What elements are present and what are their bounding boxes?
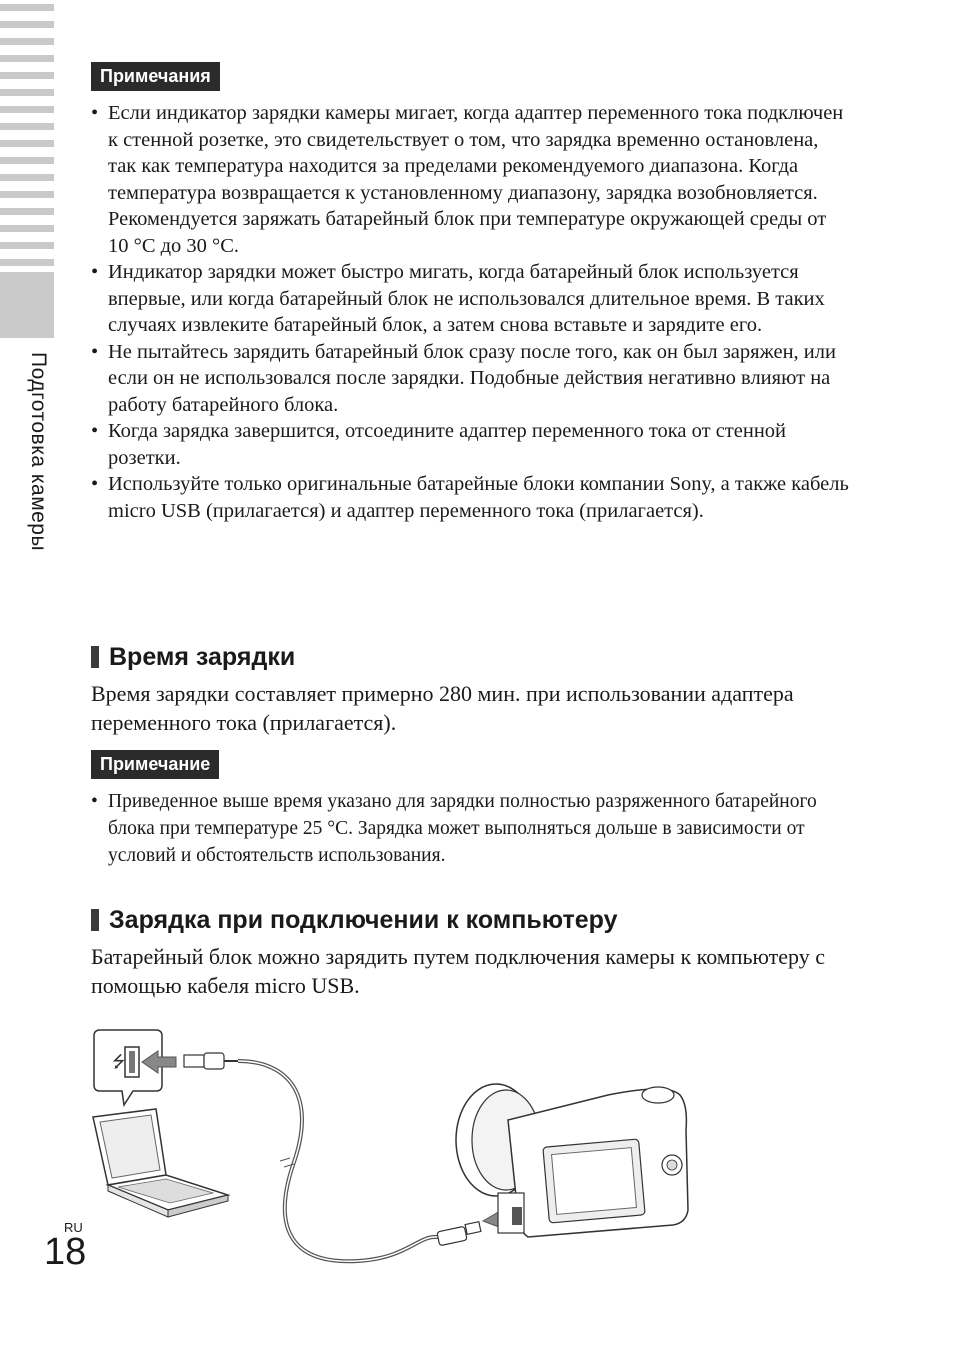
page-language: RU [64, 1220, 83, 1235]
tab-stripe [0, 38, 54, 45]
heading-marker [91, 909, 99, 931]
usb-symbol-icon: ⭍ [112, 1052, 126, 1071]
charge-time-heading [91, 642, 295, 672]
heading-text: Зарядка при подключении к компьютеру [109, 906, 618, 934]
tab-stripe [0, 21, 54, 28]
camera-icon [456, 1084, 688, 1237]
usb-plug-icon [184, 1053, 238, 1069]
tab-stripe [0, 55, 54, 62]
tab-stripe [0, 242, 54, 249]
usb-connection-illustration [88, 1025, 708, 1275]
tab-stripe [0, 123, 54, 130]
computer-charge-body: Батарейный блок можно зарядить путем подключения камеры к компьютеру с помощью кабеля micro USB. [91, 944, 826, 998]
tab-stripe [0, 140, 54, 147]
heading-marker [91, 646, 99, 668]
tab-stripe [0, 191, 54, 198]
note-tag: Примечание [91, 750, 219, 779]
charge-time-body: Время зарядки составляет примерно 280 мин. при использовании адаптера переменного тока (прилагается). [91, 681, 794, 735]
list-item: • Используйте только оригинальные батарейные блоки компании Sony, а также кабель micro USB (прилагается) и адаптер переменного тока (прилагается). [91, 471, 851, 524]
usb-port-callout [94, 1030, 176, 1105]
charge-note-list [91, 788, 851, 869]
list-item: • Не пытайтесь зарядить батарейный блок сразу после того, как он был заряжен, или если он не использовался после зарядки. Подобные действия негативно влияют на работу батарейного блока. [91, 339, 851, 419]
tab-stripe [0, 157, 54, 164]
tab-stripe [0, 89, 54, 96]
tab-stripe [0, 72, 54, 79]
list-item: • Когда зарядка завершится, отсоедините адаптер переменного тока от стенной розетки. [91, 418, 851, 471]
heading-text: Время зарядки [109, 643, 296, 671]
computer-charge-heading [91, 905, 617, 935]
tab-stripe [0, 259, 54, 266]
tab-stripe [0, 174, 54, 181]
section-label: Подготовка камеры [27, 352, 50, 552]
list-item: • Индикатор зарядки может быстро мигать, когда батарейный блок используется впервые, или когда батарейный блок не использовался длительное время. В таких случаях извлеките батарейный блок, а затем снова вставьте и зарядите его. [91, 259, 851, 339]
list-item: • Если индикатор зарядки камеры мигает, когда адаптер переменного тока подключен к стенной розетке, это свидетельствует о том, что зарядка временно остановлена, так как температура находится за пределами рекомендуемого диапазона. Когда температура возвращается к установленному диапазону, зарядка возобновляется. Рекомендуется заряжать батарейный блок при температуре окружающей среды от 10 °C до 30 °C. [91, 100, 851, 259]
notes-tag: Примечания [91, 62, 220, 91]
laptop-icon [93, 1109, 228, 1217]
usb-cable [238, 1061, 438, 1261]
tab-stripe [0, 106, 54, 113]
page-number: 18 [44, 1231, 87, 1273]
list-item: • Приведенное выше время указано для зарядки полностью разряженного батарейного блока при температуре 25 °C. Зарядка может выполняться дольше в зависимости от условий и обстоятельств использования. [91, 788, 851, 869]
tab-block [0, 272, 54, 338]
tab-stripe [0, 225, 54, 232]
tab-stripe [0, 4, 54, 11]
notes-list [91, 100, 851, 524]
tab-stripe [0, 208, 54, 215]
